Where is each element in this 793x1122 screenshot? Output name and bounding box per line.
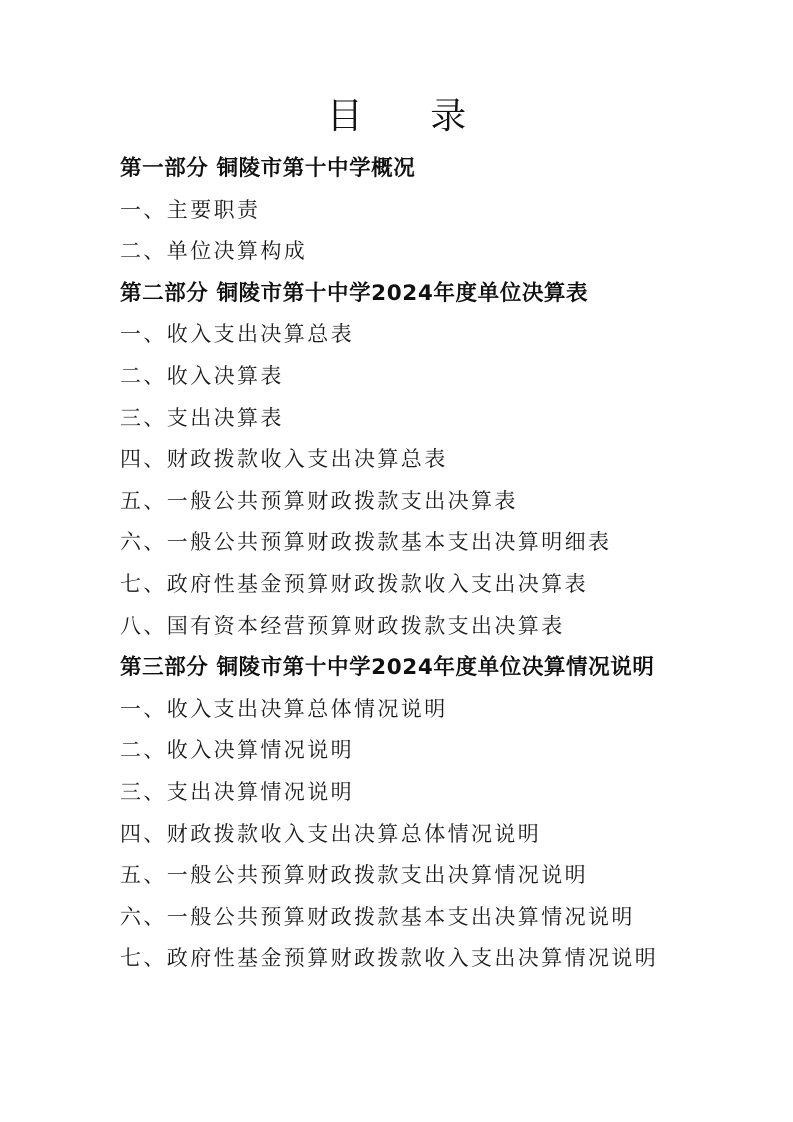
page-title: 目 录 — [326, 96, 495, 137]
toc-item: 二、收入决算情况说明 — [120, 738, 354, 763]
toc-item: 二、单位决算构成 — [120, 239, 308, 264]
toc-item: 五、一般公共预算财政拨款支出决算情况说明 — [120, 863, 588, 888]
toc-part-1-heading: 第一部分 铜陵市第十中学概况 — [120, 156, 416, 181]
toc-item: 四、财政拨款收入支出决算总表 — [120, 447, 448, 472]
toc-item: 一、收入支出决算总表 — [120, 322, 354, 347]
toc-item: 七、政府性基金预算财政拨款收入支出决算情况说明 — [120, 946, 659, 971]
toc-item: 三、支出决算情况说明 — [120, 779, 354, 804]
toc-part-2-heading: 第二部分 铜陵市第十中学2024年度单位决算表 — [120, 280, 589, 306]
toc-item: 五、一般公共预算财政拨款支出决算表 — [120, 488, 518, 513]
toc-item: 七、政府性基金预算财政拨款收入支出决算表 — [120, 571, 588, 596]
toc-item: 六、一般公共预算财政拨款基本支出决算明细表 — [120, 530, 612, 555]
toc-item: 二、收入决算表 — [120, 363, 284, 388]
toc-item: 四、财政拨款收入支出决算总体情况说明 — [120, 821, 542, 846]
table-of-contents — [120, 148, 700, 980]
toc-item: 一、收入支出决算总体情况说明 — [120, 696, 448, 721]
toc-item: 八、国有资本经营预算财政拨款支出决算表 — [120, 613, 565, 638]
toc-part-3-heading: 第三部分 铜陵市第十中学2024年度单位决算情况说明 — [120, 655, 655, 681]
toc-item: 一、主要职责 — [120, 197, 261, 222]
toc-item: 六、一般公共预算财政拨款基本支出决算情况说明 — [120, 904, 635, 929]
toc-item: 三、支出决算表 — [120, 405, 284, 430]
